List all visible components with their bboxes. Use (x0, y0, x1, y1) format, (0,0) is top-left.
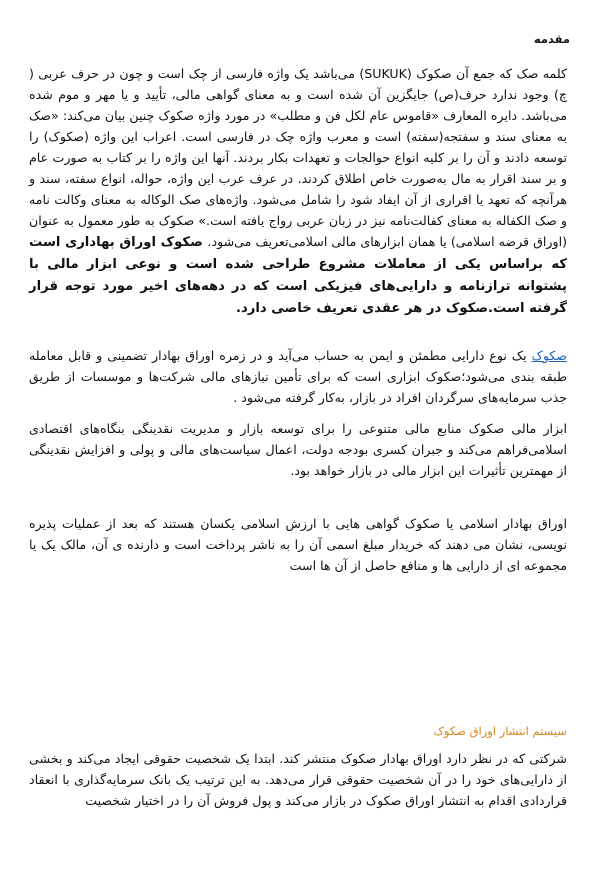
issuance-system-subheading: سیستم انتشار اوراق صکوک (433, 724, 567, 738)
paragraph-islamic-securities: اوراق بهادار اسلامی یا صکوک گواهی هایی با ارزش اسلامی یکسان هستند که بعد از عملیات پذیره نویسی، نشان می دهند که خریدار مبلغ اسمی آن را به ناشر پرداخت است و دارنده ی آن، مالک یک یا مجموعه ای از دارایی ها و منافع حاصل از آن ها است (29, 516, 567, 573)
intro-text: کلمه صک که جمع آن صکوک (SUKUK) می‌باشد یک واژه فارسی از چک است و چون در حرف عربی ( چ) وجود ندارد حرف(ص) جایگزین آن شده است و به معنای گواهی مالی، تأیید و یا مهر و موم شده می‌باشد. دایره المعارف «قاموس عام لکل فن و مطلب» در مورد واژه صکوک چنین بیان می‌کند: «صک به معنای سند و سفتجه(سفته) است و معرب واژه چک در فارسی است. اعراب این واژه (صکوک) را توسعه دادند و آن را بر کلیه انواع حوالجات و تعهدات بکار بردند. آنها این واژه را بر کتاب به صورت عام و بر سند اقرار به مال به‌صورت خاص اطلاق کردند. در عرف عرب این واژه، حواله، انواع سفته، سند و هرآنچه که تعهد یا اقراری از آن ایفاد شود را شامل می‌شود. واژه‌های صک الوکاله به معنای وکالت نامه و صک الکفاله به معنای کفالت‌نامه نیز در زبان عربی رواج یافته است.» صکوک به طور معمول به عنوان (اوراق قرضه اسلامی) یا همان ابزارهای مالی اسلامی‌تعریف می‌شود. (29, 66, 567, 249)
paragraph-financial-instrument: ابزار مالی صکوک منابع مالی متنوعی را برای توسعه بازار و مدیریت نقدینگی بنگاه‌های اقتصادی اسلامی‌فراهم می‌کند و جبران کسری بودجه دولت، اعمال سیاست‌های مالی و پولی و افزایش نقدینگی از مهمترین تأثیرات این ابزار مالی در بازار خواهد بود. (29, 421, 567, 478)
paragraph-issuance: شرکتی که در نظر دارد اوراق بهادار صکوک منتشر کند. ابتدا یک شخصیت حقوقی ایجاد می‌کند و بخشی از دارایی‌های خود را در آن شخصیت حقوقی قرار می‌دهد. به این ترتیب یک بانک سرمایه‌گذاری با انعقاد قراردادی اقدام به انتشار اوراق صکوک در بازار می‌کند و پول فروش آن را در اختیار شخصیت (29, 751, 567, 808)
sukuk-link[interactable]: صکوک (531, 348, 567, 363)
introduction-heading: مقدمه (533, 32, 570, 46)
paragraph-2-text: یک نوع دارایی مطمئن و ایمن به حساب می‌آید و در زمره اوراق بهادار تضمینی و قابل معامله طبقه بندی می‌شود؛صکوک ابزاری است که برای تأمین نیازهای مالی شرکت‌ها و موسسات از طریق جذب سرمایه‌های سرگردان افراد در بازار، به‌کار گرفته می‌شود . (29, 348, 567, 405)
sukuk-definition-bold: صکوک اوراق بهاداری است که براساس یکی از معاملات مشروع طراحی شده است و نوعی ابزار مالی با پشتوانه ترازنامه و دارایی‌های فیزیکی است که در دهه‌های اخیر مورد توجه قرار گرفته است.صکوک در هر عقدی تعریف خاصی دارد. (29, 235, 567, 316)
paragraph-sukuk-asset (29, 345, 567, 408)
intro-paragraph (29, 63, 567, 319)
